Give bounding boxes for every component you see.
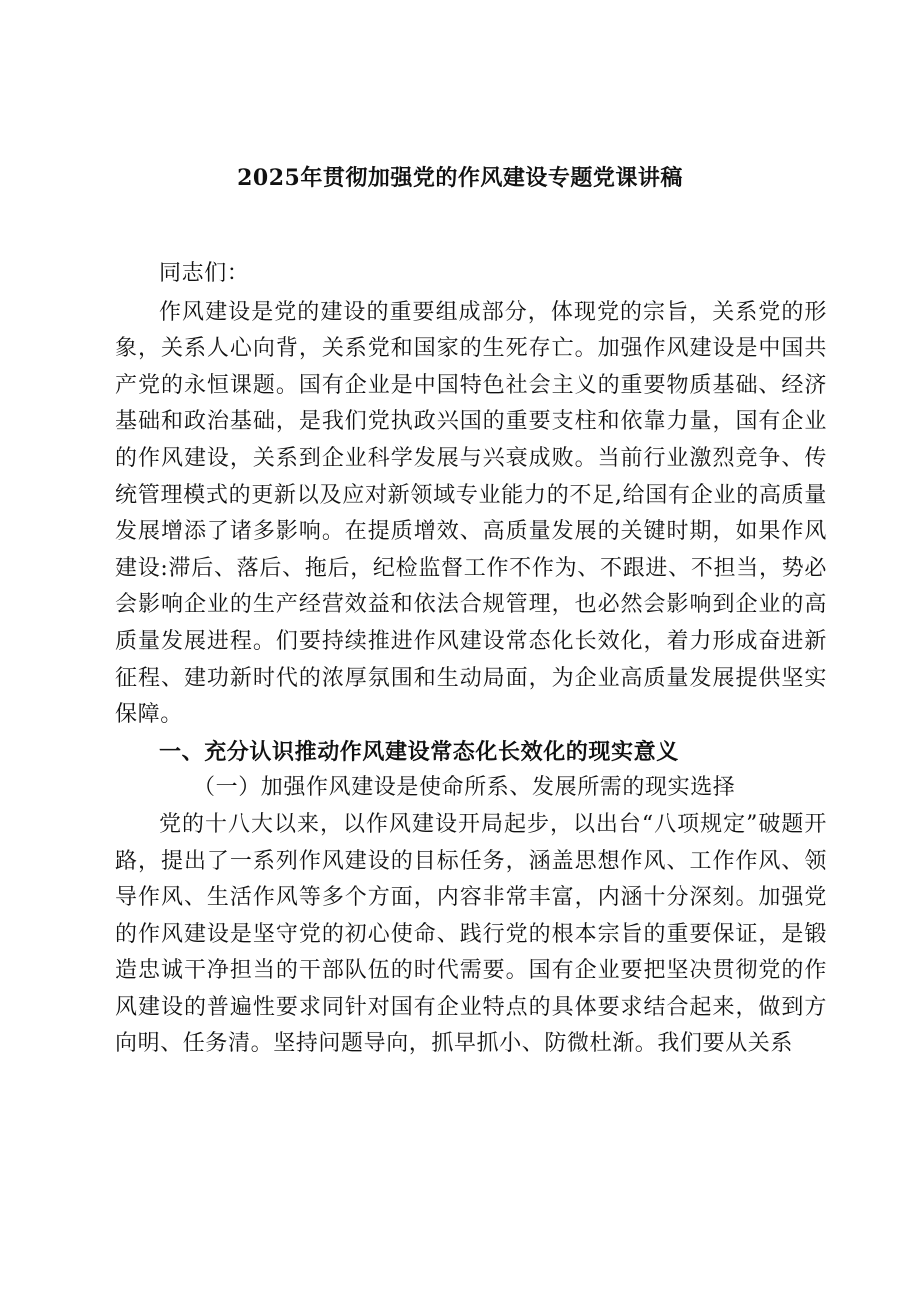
document-title: 2025年贯彻加强党的作风建设专题党课讲稿 xyxy=(237,165,683,191)
subsection-paragraph: 党的十八大以来，以作风建设开局起步，以出台“八项规定”破题开路，提出了一系列作风建设的目标任务，涵盖思想作风、工作作风、领导作风、生活作风等多个方面，内容非常丰富，内涵十分深刻。加强党的作风建设是坚守党的初心使命、践行党的根本宗旨的重要保证，是锻造忠诚干净担当的干部队伍的时代需要。国有企业要把坚决贯彻党的作风建设的普遍性要求同针对国有企业特点的具体要求结合起来，做到方向明、任务清。坚持问题导向，抓早抓小、防微杜渐。我们要从关系 xyxy=(115,811,827,1057)
intro-paragraph: 作风建设是党的建设的重要组成部分，体现党的宗旨，关系党的形象，关系人心向背，关系党和国家的生死存亡。加强作风建设是中国共产党的永恒课题。国有企业是中国特色社会主义的重要物质基础、经济基础和政治基础，是我们党执政兴国的重要支柱和依靠力量，国有企业的作风建设，关系到企业科学发展与兴衰成败。当前行业激烈竞争、传统管理模式的更新以及应对新领域专业能力的不足,给国有企业的高质量发展增添了诸多影响。在提质增效、高质量发展的关键时期，如果作风建设:滞后、落后、拖后，纪检监督工作不作为、不跟进、不担当，势必会影响企业的生产经营效益和依法合规管理，也必然会影响到企业的高质量发展进程。们要持续推进作风建设常态化长效化，着力形成奋进新征程、建功新时代的浓厚氛围和生动局面，为企业高质量发展提供坚实保障。 xyxy=(115,299,827,728)
salutation: 同志们： xyxy=(159,261,250,286)
document-body xyxy=(115,256,827,1063)
section-heading: 一、充分认识推动作风建设常态化长效化的现实意义 xyxy=(159,738,679,765)
subsection-heading: （一）加强作风建设是使命所系、发展所需的现实选择 xyxy=(193,775,736,801)
